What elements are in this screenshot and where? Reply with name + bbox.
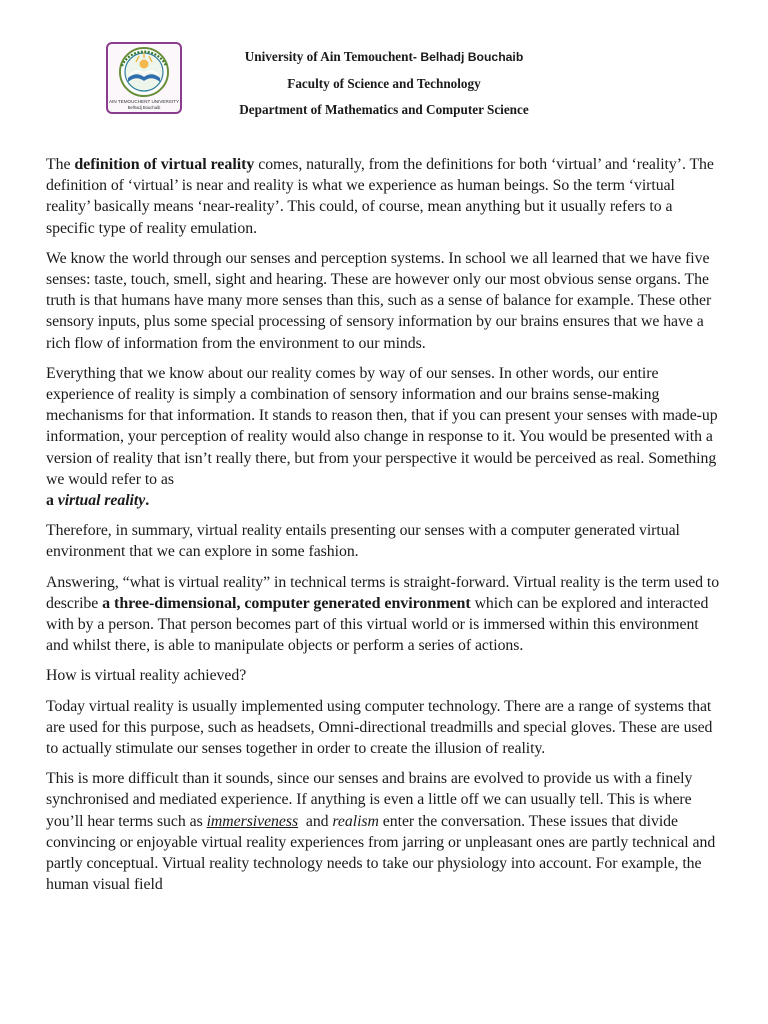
university-seal-icon <box>108 44 180 112</box>
university-logo <box>106 42 182 114</box>
p8-immersiveness-term: immersiveness <box>206 812 299 830</box>
p1-bold-term: definition of virtual reality <box>74 156 255 173</box>
p8-text-e: enter the conversation. These issues that divide convincing or enjoyable virtual reality experiences from jarring or unpleasant ones are partly technical and partly conceptual. Virtual reality technology needs to take our physiology into account. For example, the human visual field <box>46 812 716 894</box>
university-title: University of Ain Temouchent <box>244 49 413 64</box>
document-header <box>196 44 572 124</box>
logo-caption-line1: AIN TEMOUCHENT UNIVERSITY <box>108 99 180 104</box>
p1-text-a: The <box>46 156 75 173</box>
p1-text-c: comes, naturally, from the definitions for both ‘virtual’ and ‘reality’. The definition of ‘virtual’ is near and reality is what we experience as human beings. So the term ‘virtual reality’ basically means ‘near-reality’. This could, of course, mean anything but it usually refers to a specific type of reality emulation. <box>46 156 714 237</box>
paragraph-1 <box>46 154 722 239</box>
paragraph-4: Therefore, in summary, virtual reality entails presenting our senses with a computer generated virtual environment that we can explore in some fashion. <box>46 522 680 561</box>
p5-bold-term: a three-dimensional, computer generated environment <box>102 594 471 612</box>
university-suffix: - Belhadj Bouchaib <box>412 50 524 64</box>
paragraph-2: We know the world through our senses and perception systems. In school we all learned that we have five senses: taste, touch, smell, sight and hearing. These are however only our most obvious sense organs. The truth is that humans have many more senses than this, such as a sense of balance for example. These other sensory inputs, plus some special processing of sensory information by our brains ensures that we have a rich flow of information from the environment to our minds. <box>46 249 712 352</box>
p8-text-a: This is more difficult than it sounds, since our senses and brains are evolved to provide us with a finely synchronised and mediated experience. If anything is even a little off we can usually tell. This is where you’ll hear terms such as <box>46 770 693 830</box>
p8-realism-term: realism <box>332 812 379 830</box>
paragraph-6-question: How is virtual reality achieved? <box>46 667 247 685</box>
department-name: Department of Mathematics and Computer Science <box>239 102 529 117</box>
logo-caption-line2: Belhadj Bouchaib <box>127 105 161 110</box>
paragraph-7: Today virtual reality is usually implemented using computer technology. There are a range of systems that are used for this purpose, such as headsets, Omni-directional treadmills and special gloves. These are used to actually stimulate our senses together in order to create the illusion of reality. <box>46 697 713 758</box>
p3-virtual-reality-term: virtual reality <box>57 492 146 510</box>
paragraph-5 <box>46 572 722 657</box>
document-body <box>46 154 722 905</box>
paragraph-3 <box>46 363 722 511</box>
p8-text-c: and <box>298 812 333 830</box>
p3-period: . <box>145 492 150 510</box>
university-name <box>196 44 572 71</box>
p5-text-c: which can be explored and interacted with by a person. That person becomes part of this virtual world or is immersed within this environment and whilst there, is able to manipulate objects or perform a series of actions. <box>46 594 709 655</box>
p3-bold-a: a <box>46 492 58 510</box>
paragraph-8 <box>46 768 722 895</box>
p3-text-a: Everything that we know about our reality comes by way of our senses. In other words, our entire experience of reality is simply a combination of sensory information and our brains sense-making mechanisms for that information. It stands to reason then, that if you can present your senses with made-up information, your perception of reality would also change in response to it. You would be presented with a version of reality that isn’t really there, but from your perspective it would be perceived as real. Something we would refer to as <box>46 364 718 488</box>
p5-text-a: Answering, “what is virtual reality” in technical terms is straight-forward. Virtual reality is the term used to describe <box>46 573 720 612</box>
faculty-name: Faculty of Science and Technology <box>287 75 481 91</box>
